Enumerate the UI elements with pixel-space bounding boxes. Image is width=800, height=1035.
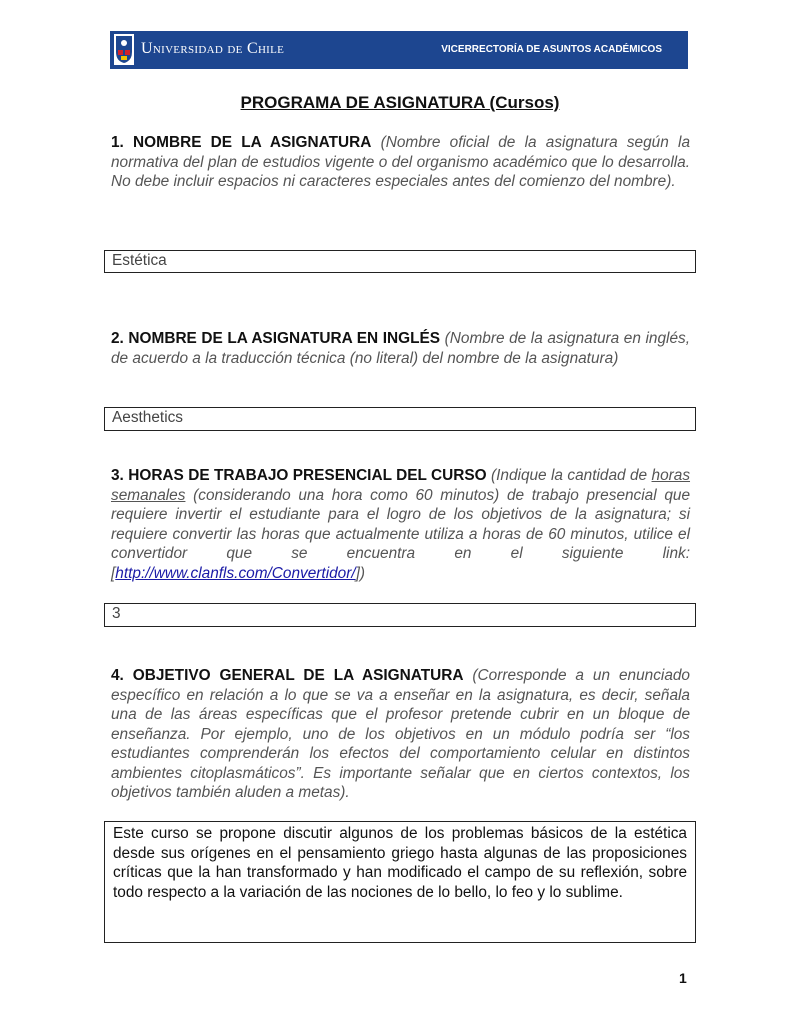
section-3-description <box>111 466 690 583</box>
section-3-hint: (Indique la cantidad de horas semanales (considerando una hora como 60 minutos) de trabajo presencial que requiere invertir el estudiante para el logro de los objetivos de la asignatura; si requiere convertir las horas que actualmente utiliza a horas de 60 minutos, utilice el convertidor que se encuentra en el siguiente link: [http://www.clanfls.com/Convertidor/]) <box>111 467 691 582</box>
section-2-hint: (Nombre de la asignatura en inglés, de acuerdo a la traducción técnica (no literal) del nombre de la asignatura) <box>111 330 690 367</box>
section-1-answer-box[interactable] <box>104 250 696 273</box>
section-3-answer-box[interactable] <box>104 603 696 627</box>
university-name: Universidad de Chile <box>141 40 285 57</box>
section-1-answer: Estética <box>112 252 167 269</box>
section-2-answer-box[interactable] <box>104 407 696 431</box>
page-number: 1 <box>679 970 687 986</box>
section-4-hint: (Corresponde a un enunciado específico en relación a lo que se va a enseñar en la asignatura, es decir, señala una de las áreas específicas que el profesor pretende cubrir en un bloque de enseñanza. Por ejemplo, uno de los objetivos en un módulo podría ser “los estudiantes comprenderán los efectos del comportamiento celular en distintos ambientes citoplasmáticos”. Es importante señalar que en ciertos contextos, los objetivos también aluden a metas). <box>111 667 690 801</box>
section-3-answer: 3 <box>112 605 121 622</box>
section-2-description <box>111 329 690 368</box>
section-4-description <box>111 666 690 803</box>
vicerrectoria-label: VICERRECTORÍA DE ASUNTOS ACADÉMICOS <box>441 44 662 55</box>
section-4-answer: Este curso se propone discutir algunos de los problemas básicos de la estética desde sus orígenes en el pensamiento griego hasta algunas de las proposiciones críticas que la han transformado y han modificado el campo de su reflexión, sobre todo respecto a la variación de las nociones de lo bello, lo feo y lo sublime. <box>113 825 687 901</box>
convertidor-link[interactable]: http://www.clanfls.com/Convertidor/ <box>115 564 356 582</box>
university-logo-icon <box>114 34 134 65</box>
section-4-heading: 4. OBJETIVO GENERAL DE LA ASIGNATURA <box>111 667 464 684</box>
page-title: PROGRAMA DE ASIGNATURA (Cursos) <box>240 93 560 112</box>
section-2-answer: Aesthetics <box>112 409 184 426</box>
section-3-heading: 3. HORAS DE TRABAJO PRESENCIAL DEL CURSO <box>111 467 487 484</box>
section-1-heading: 1. NOMBRE DE LA ASIGNATURA <box>111 134 372 151</box>
section-1-description <box>111 133 690 192</box>
section-1-hint: (Nombre oficial de la asignatura según la normativa del plan de estudios vigente o del organismo académico que lo desarrolla. No debe incluir espacios ni caracteres especiales antes del comienzo del nombre). <box>111 134 690 190</box>
section-2-heading: 2. NOMBRE DE LA ASIGNATURA EN INGLÉS <box>111 330 441 347</box>
header-banner <box>110 31 688 69</box>
section-4-answer-box[interactable] <box>104 821 696 943</box>
